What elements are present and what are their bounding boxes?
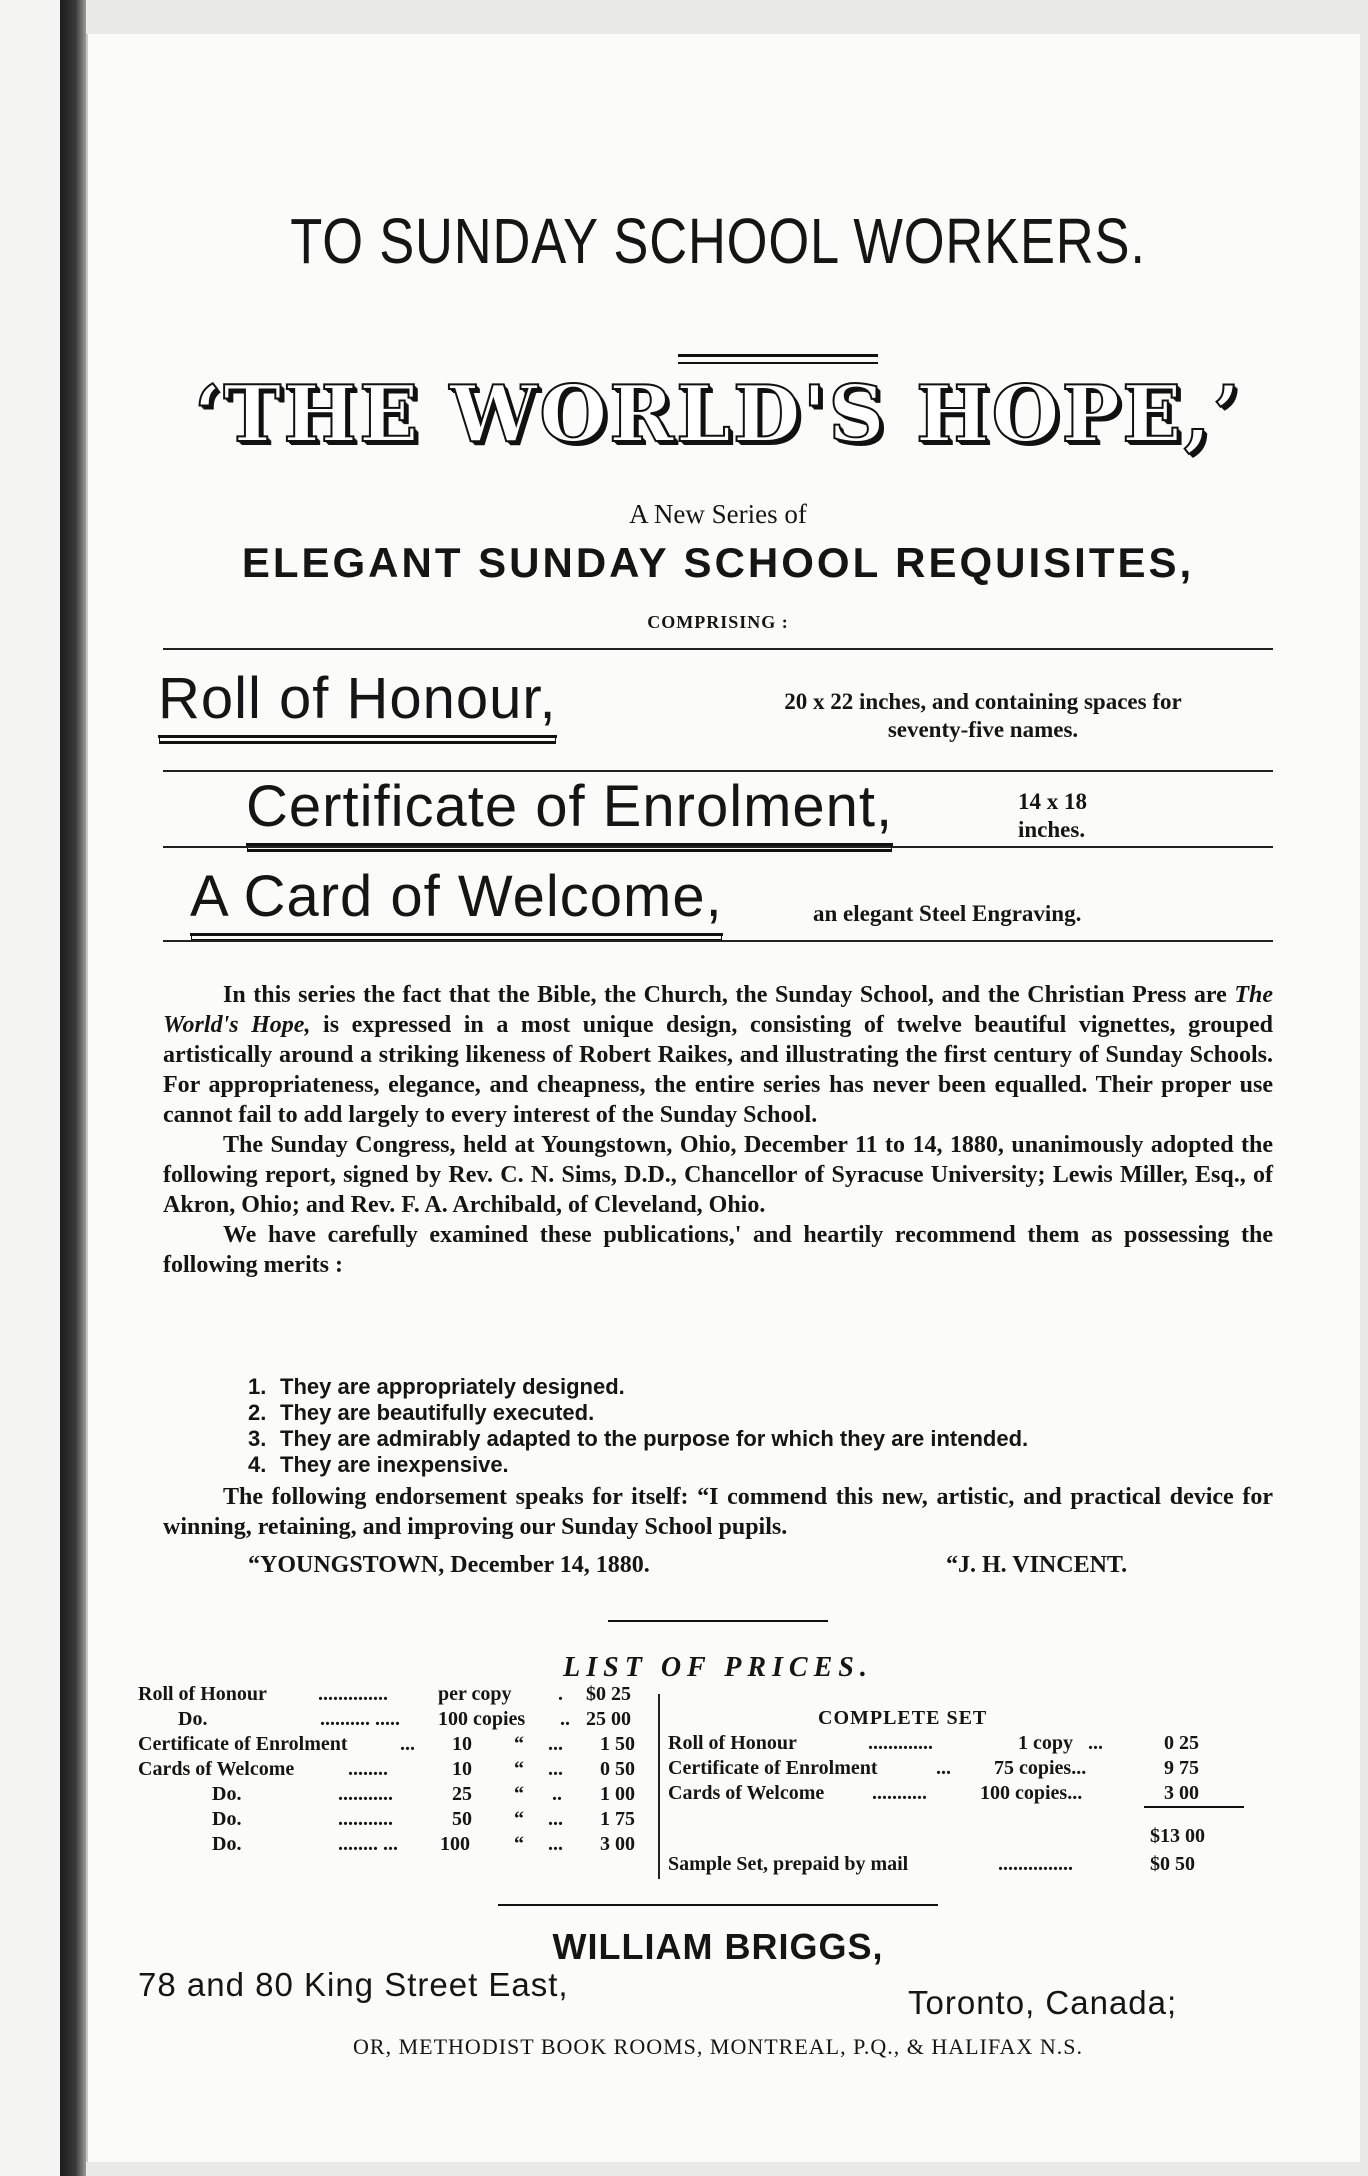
item-desc: an elegant Steel Engraving.	[813, 901, 1082, 926]
publisher-city: Toronto, Canada;	[908, 1984, 1178, 2021]
item-desc: 14 x 18 inches.	[1018, 789, 1087, 842]
headline: TO SUNDAY SCHOOL WORKERS.	[290, 205, 1146, 277]
table-row: Roll of Honour ............. 1 copy ... 0 25	[668, 1732, 1199, 1754]
divider	[163, 940, 1273, 942]
item-certificate-of-enrolment	[246, 774, 894, 839]
dateline: “YOUNGSTOWN, December 14, 1880.	[248, 1552, 650, 1578]
divider	[163, 648, 1273, 650]
table-row: Do. ........... 50 “ ... 1 75	[212, 1808, 635, 1830]
publisher-address: 78 and 80 King Street East,	[138, 1966, 569, 2003]
price-table-right	[668, 1706, 1308, 1806]
paragraph-examined: We have carefully examined these publications,' and heartily recommend them as possessing the following merits :	[163, 1222, 1273, 1278]
item-roll-of-honour	[158, 666, 557, 731]
paragraph-endorsement: The following endorsement speaks for itself: “I commend this new, artistic, and practical device for winning, retaining, and improving our Sunday School pupils.	[163, 1484, 1273, 1540]
signature: “J. H. VINCENT.	[946, 1552, 1128, 1578]
item-name: Certificate of Enrolment,	[246, 774, 893, 846]
table-row: Cards of Welcome ........ 10 “ ... 0 50	[138, 1758, 635, 1780]
italic-title: The World's Hope,	[163, 982, 1274, 1038]
prices-title: LIST OF PRICES.	[563, 1652, 873, 1683]
item-name: Roll of Honour,	[158, 666, 557, 738]
table-row: Cards of Welcome ........... 100 copies... 3 00	[668, 1782, 1199, 1804]
series-title: ‘THE WORLD'S HOPE,’	[194, 369, 1242, 460]
item-desc: 20 x 22 inches, and containing spaces for seventy-five names.	[784, 689, 1182, 742]
paragraph-congress: The Sunday Congress, held at Youngstown, Ohio, December 11 to 14, 1880, unanimously adopted the following report, signed by Rev. C. N. Sims, D.D., Chancellor of Syracuse University; Lewis Miller, Esq., of Akron, Ohio; and Rev. F. A. Archibald, of Cleveland, Ohio.	[163, 1132, 1273, 1218]
table-row: Do. ........... 25 “ .. 1 00	[212, 1783, 635, 1805]
methodist-book-rooms: OR, METHODIST BOOK ROOMS, MONTREAL, P.Q., & HALIFAX N.S.	[353, 2034, 1083, 2059]
merits-list	[248, 1374, 1278, 1478]
publisher-name: WILLIAM BRIGGS,	[552, 1926, 884, 1967]
list-item: 4. They are inexpensive.	[248, 1452, 509, 1477]
footer-rule	[498, 1904, 938, 1906]
requisites-line: ELEGANT SUNDAY SCHOOL REQUISITES,	[241, 539, 1195, 586]
table-row: Do. ........ ... 100 “ ... 3 00	[212, 1833, 635, 1855]
short-rule	[608, 1620, 828, 1622]
adjacent-page-edge	[0, 0, 68, 2176]
divider	[163, 770, 1273, 772]
price-table-left	[138, 1682, 658, 1857]
sample-set-row: Sample Set, prepaid by mail ............... $0 50	[668, 1853, 1195, 1875]
endorsement-text	[163, 1482, 1273, 1542]
divider	[163, 846, 1273, 848]
list-item: 2. They are beautifully executed.	[248, 1400, 595, 1425]
complete-set-header: COMPLETE SET	[818, 1707, 988, 1729]
table-row: Certificate of Enrolment ... 75 copies... 9 75	[668, 1757, 1199, 1779]
paragraph-series: In this series the fact that the Bible, the Church, the Sunday School, and the Christian Press are The World's Hope, is expressed in a most unique design, consisting of twelve beautiful vignettes, grouped artistically around a striking likeness of Robert Raikes, and illustrating the first century of Sunday Schools. For appropriateness, elegance, and cheapness, the entire series has never been equalled. Their proper use cannot fail to add largely to every interest of the Sunday School.	[163, 982, 1274, 1128]
comprising-line: COMPRISING :	[647, 612, 789, 632]
item-card-of-welcome	[190, 864, 723, 929]
table-row: Roll of Honour .............. per copy . $0 25	[138, 1683, 631, 1705]
book-gutter	[60, 0, 86, 2176]
table-row: Certificate of Enrolment ... 10 “ ... 1 50	[138, 1733, 635, 1755]
sum-rule	[1144, 1806, 1244, 1808]
advertisement-page	[86, 34, 1360, 2162]
body-text	[163, 980, 1273, 1280]
list-item: 1. They are appropriately designed.	[248, 1374, 625, 1399]
new-series-line: A New Series of	[629, 499, 807, 529]
item-name: A Card of Welcome,	[190, 864, 723, 936]
total-price: $13 00	[1150, 1825, 1205, 1847]
column-divider	[658, 1694, 660, 1879]
table-row: Do. .......... ..... 100 copies .. 25 00	[178, 1708, 631, 1730]
list-item: 3. They are admirably adapted to the purpose for which they are intended.	[248, 1426, 1029, 1451]
header-rule	[678, 354, 878, 357]
